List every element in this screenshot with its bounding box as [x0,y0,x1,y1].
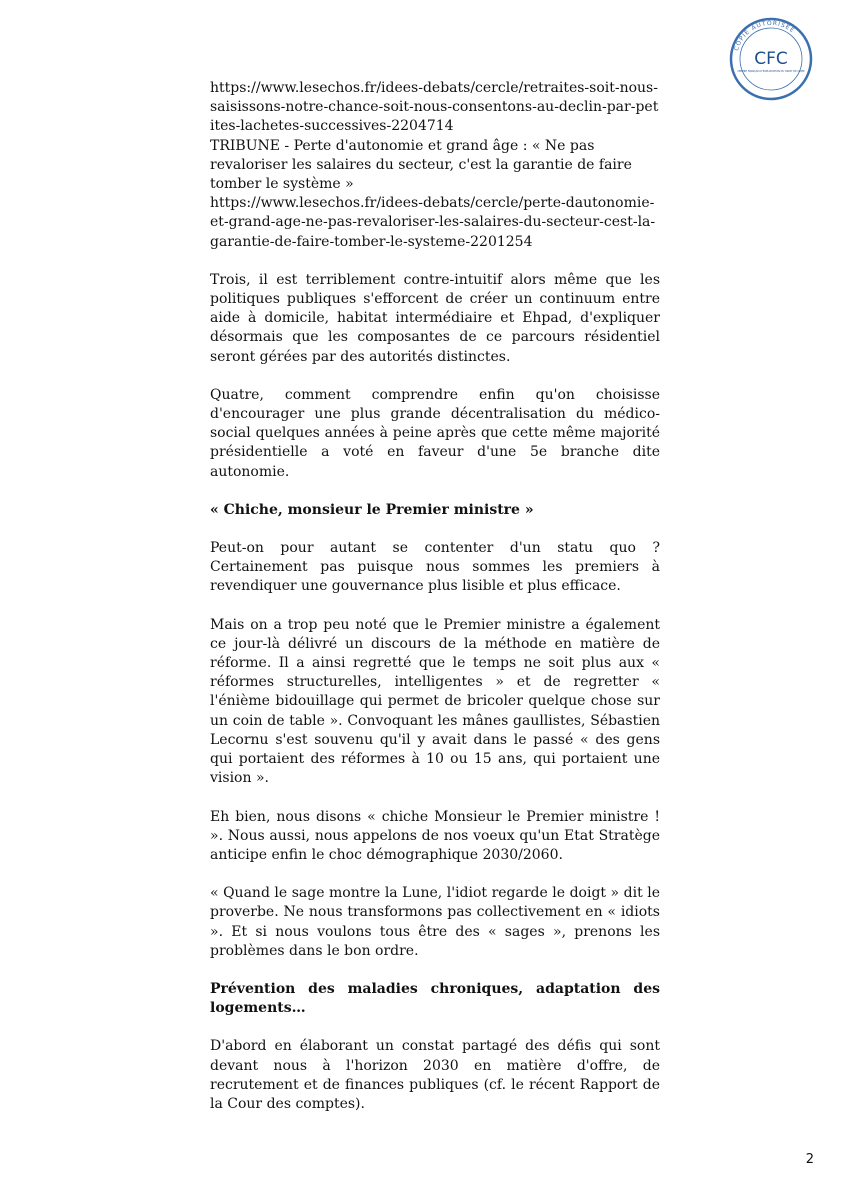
page-number: 2 [805,1152,814,1167]
cfc-logo [728,16,814,102]
section-heading-prevention: Prévention des maladies chroniques, adaptation des logements… [210,980,660,1017]
link-perte-autonomie[interactable]: https://www.lesechos.fr/idees-debats/cercle/perte-dautonomie-et-grand-age-ne-pas-revaloriser-les-salaires-du-secteur-cest-la-garantie-de-faire-tomber-le-systeme-2201254 [210,195,656,250]
paragraph-constat: D'abord en élaborant un constat partagé des défis qui sont devant nous à l'horizon 2030 en matière d'offre, de recrutement et de finances publiques (cf. le récent Rapport de la Cour des comptes). [210,1038,660,1112]
logo-text: CFC [754,49,788,69]
link-retraites[interactable]: https://www.lesechos.fr/idees-debats/cercle/retraites-soit-nous-saisissons-notre-chance-soit-nous-consentons-au-declin-par-petites-lachetes-successives-2204714 [210,80,659,135]
logo-ring-text: COPIE AUTORISÉE [733,19,797,52]
paragraph-sage: « Quand le sage montre la Lune, l'idiot regarde le doigt » dit le proverbe. Ne nous transformons pas collectivement en « idiots ». Et si nous voulons tous être des « sages », prenons les problèmes dans le bon ordre. [210,885,660,959]
paragraph-trois: Trois, il est terriblement contre-intuitif alors même que les politiques publiques s'efforcent de créer un continuum entre aide à domicile, habitat intermédiaire et Ehpad, d'expliquer désormais que les composantes de ce parcours résidentiel seront gérées par des autorités distinctes. [210,271,660,365]
paragraph-statu-quo: Peut-on pour autant se contenter d'un statu quo ? Certainement pas puisque nous sommes les premiers à revendiquer une gouvernance plus lisible et plus efficace. [210,540,660,595]
section-heading-chiche: « Chiche, monsieur le Premier ministre » [210,501,534,518]
article-body [210,79,660,1133]
paragraph-chiche: Eh bien, nous disons « chiche Monsieur le Premier ministre ! ». Nous aussi, nous appelons de nos voeux qu'un Etat Stratège anticipe enfin le choc démographique 2030/2060. [210,808,660,863]
logo-sub-text: CENTRE FRANÇAIS D'EXPLOITATION DU DROIT DE COPIE [737,70,805,73]
paragraph-quatre: Quatre, comment comprendre enfin qu'on choisisse d'encourager une plus grande décentralisation du médico-social quelques années à peine après que cette même majorité présidentielle a voté en faveur d'une 5e branche dite autonomie. [210,386,660,480]
paragraph-methode: Mais on a trop peu noté que le Premier ministre a également ce jour-là délivré un discours de la méthode en matière de réforme. Il a ainsi regretté que le temps ne soit plus aux « réformes structurelles, intelligentes » et de regretter « l'énième bidouillage qui permet de bricoler quelque chose sur un coin de table ». Convoquant les mânes gaullistes, Sébastien Lecornu s'est souvenu qu'il y avait dans le passé « des gens qui portaient des réformes à 10 ou 15 ans, qui portaient une vision ». [210,616,660,787]
tribune-title: TRIBUNE - Perte d'autonomie et grand âge : « Ne pas revaloriser les salaires du secteur, c'est la garantie de faire tomber le système » [210,137,632,193]
